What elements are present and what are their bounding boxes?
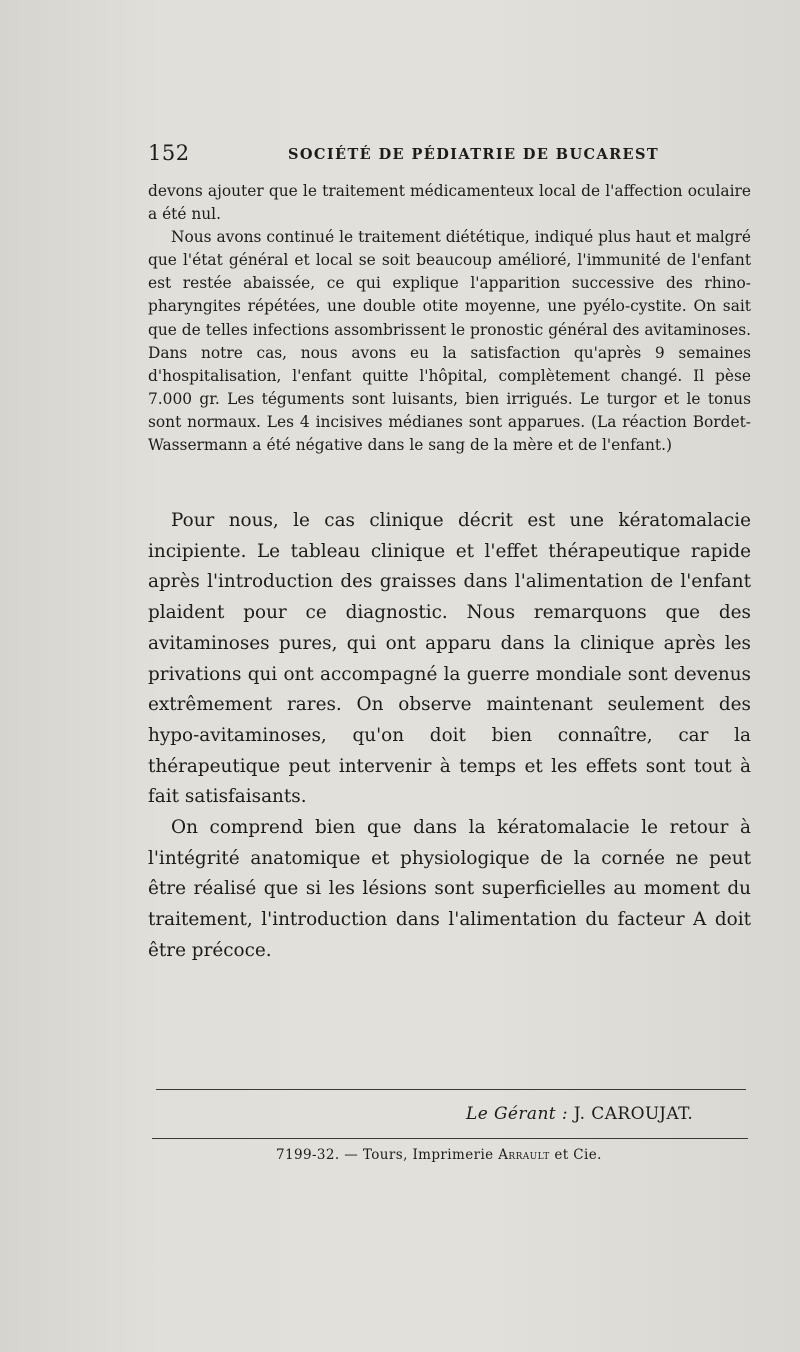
running-head: SOCIÉTÉ DE PÉDIATRIE DE BUCAREST [288, 146, 660, 163]
body-large-text [148, 506, 751, 967]
page-number: 152 [148, 141, 190, 165]
imprint-printer: Arrault [498, 1147, 550, 1163]
printer-imprint [276, 1147, 602, 1163]
paragraph: Nous avons continué le traitement diététique, indiqué plus haut et malgré que l'état général et local se soit beaucoup amélioré, l'immunité de l'enfant est restée abaissée, ce qui explique l'apparition successive des rhino-pharyngites répétées, une double otite moyenne, une pyélo-cystite. On sait que de telles infections assombrissent le pronostic général des avitaminoses. Dans notre cas, nous avons eu la satisfaction qu'après 9 semaines d'hospitalisation, l'enfant quitte l'hôpital, complètement changé. Il pèse 7.000 gr. Les téguments sont luisants, bien irrigués. Le turgor et le tonus sont normaux. Les 4 incisives médianes sont apparues. (La réaction Bordet-Wassermann a été négative dans le sang de la mère et de l'enfant.) [148, 228, 751, 455]
paragraph: devons ajouter que le traitement médicamenteux local de l'affection oculaire a été nul. [148, 182, 751, 224]
imprint-suffix: et Cie. [554, 1147, 602, 1163]
paragraph: Pour nous, le cas clinique décrit est une kératomalacie incipiente. Le tableau clinique et l'effet thérapeutique rapide après l'introduction des graisses dans l'alimentation de l'enfant plaident pour ce diagnostic. Nous remarquons que des avitaminoses pures, qui ont apparu dans la clinique après les privations qui ont accompagné la guerre mondiale sont devenus extrêmement rares. On observe maintenant seulement des hypo-avitaminoses, qu'on doit bien connaître, car la thérapeutique peut intervenir à temps et les effets sont tout à fait satisfaisants. [148, 510, 751, 808]
divider [156, 1089, 746, 1090]
signature-line [466, 1104, 693, 1124]
imprint-place: Tours, Imprimerie [362, 1147, 494, 1163]
imprint-dash: — [344, 1147, 359, 1163]
signature-label: Le Gérant : [466, 1104, 568, 1124]
signature-name: J. CAROUJAT. [573, 1104, 694, 1124]
divider [152, 1138, 748, 1139]
body-small-text [148, 180, 751, 457]
imprint-number: 7199-32. [276, 1147, 340, 1163]
paragraph: On comprend bien que dans la kératomalacie le retour à l'intégrité anatomique et physiologique de la cornée ne peut être réalisé que si les lésions sont superficielles au moment du traitement, l'introduction dans l'alimentation du facteur A doit être précoce. [148, 817, 751, 961]
page-header [148, 141, 748, 169]
